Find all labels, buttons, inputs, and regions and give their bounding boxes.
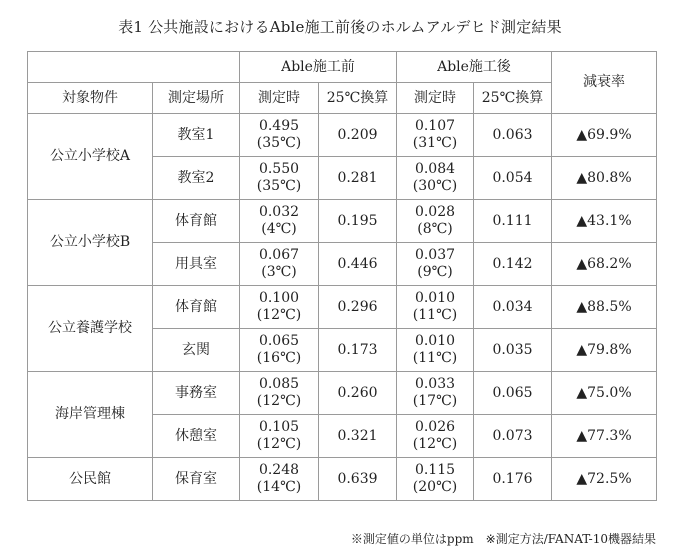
before-temperature: (14℃) xyxy=(256,479,302,495)
table-row xyxy=(28,114,657,157)
after-converted-cell: 0.054 xyxy=(474,157,552,200)
before-temperature: (3℃) xyxy=(261,264,297,280)
after-value: 0.037 xyxy=(414,247,456,263)
after-converted-cell: 0.142 xyxy=(474,243,552,286)
header-blank-cell xyxy=(28,52,240,83)
table-row xyxy=(28,372,657,415)
after-measured-cell xyxy=(397,372,474,415)
before-value: 0.100 xyxy=(258,290,300,306)
before-converted-cell: 0.260 xyxy=(319,372,397,415)
reduction-cell: ▲79.8% xyxy=(552,329,657,372)
before-temperature: (12℃) xyxy=(256,307,302,323)
after-measured-cell xyxy=(397,286,474,329)
after-converted-cell: 0.035 xyxy=(474,329,552,372)
before-converted-cell: 0.173 xyxy=(319,329,397,372)
before-measured-cell xyxy=(240,114,319,157)
header-row-1 xyxy=(28,52,657,83)
after-converted-cell: 0.063 xyxy=(474,114,552,157)
after-measured-cell xyxy=(397,329,474,372)
after-value: 0.026 xyxy=(414,419,456,435)
before-converted-cell: 0.209 xyxy=(319,114,397,157)
table-row xyxy=(28,458,657,501)
after-temperature: (11℃) xyxy=(412,350,458,366)
facility-name: 公立小学校B xyxy=(28,200,153,286)
location-cell: 玄関 xyxy=(153,329,240,372)
before-measured-cell xyxy=(240,286,319,329)
header-before: Able施工前 xyxy=(240,52,397,83)
before-value: 0.248 xyxy=(258,462,300,478)
before-temperature: (12℃) xyxy=(256,436,302,452)
location-cell: 体育館 xyxy=(153,286,240,329)
before-measured-cell xyxy=(240,243,319,286)
reduction-cell: ▲43.1% xyxy=(552,200,657,243)
after-temperature: (12℃) xyxy=(412,436,458,452)
after-temperature: (11℃) xyxy=(412,307,458,323)
after-converted-cell: 0.034 xyxy=(474,286,552,329)
reduction-cell: ▲69.9% xyxy=(552,114,657,157)
after-measured-cell xyxy=(397,200,474,243)
table-row xyxy=(28,200,657,243)
location-cell: 用具室 xyxy=(153,243,240,286)
after-measured-cell xyxy=(397,243,474,286)
after-temperature: (31℃) xyxy=(412,135,458,151)
after-temperature: (30℃) xyxy=(412,178,458,194)
before-measured-cell xyxy=(240,458,319,501)
after-value: 0.107 xyxy=(414,118,456,134)
after-value: 0.115 xyxy=(414,462,456,478)
before-temperature: (12℃) xyxy=(256,393,302,409)
before-value: 0.495 xyxy=(258,118,300,134)
location-cell: 教室2 xyxy=(153,157,240,200)
header-before-converted: 25℃換算 xyxy=(319,83,397,114)
before-measured-cell xyxy=(240,372,319,415)
facility-name: 公立小学校A xyxy=(28,114,153,200)
after-measured-cell xyxy=(397,458,474,501)
after-converted-cell: 0.111 xyxy=(474,200,552,243)
location-cell: 事務室 xyxy=(153,372,240,415)
before-value: 0.550 xyxy=(258,161,300,177)
facility-name: 海岸管理棟 xyxy=(28,372,153,458)
table-row xyxy=(28,286,657,329)
after-temperature: (8℃) xyxy=(417,221,453,237)
header-after: Able施工後 xyxy=(397,52,552,83)
after-temperature: (17℃) xyxy=(412,393,458,409)
location-cell: 教室1 xyxy=(153,114,240,157)
footnote xyxy=(351,530,656,547)
before-temperature: (35℃) xyxy=(256,178,302,194)
after-measured-cell xyxy=(397,157,474,200)
after-converted-cell: 0.073 xyxy=(474,415,552,458)
footnote-method: ※測定方法/FANAT-10機器結果 xyxy=(485,532,656,546)
after-temperature: (9℃) xyxy=(417,264,453,280)
reduction-cell: ▲77.3% xyxy=(552,415,657,458)
after-converted-cell: 0.065 xyxy=(474,372,552,415)
before-value: 0.067 xyxy=(258,247,300,263)
table-title: 表1 公共施設におけるAble施工前後のホルムアルデヒド測定結果 xyxy=(118,18,562,36)
header-object: 対象物件 xyxy=(28,83,153,114)
before-temperature: (4℃) xyxy=(261,221,297,237)
before-measured-cell xyxy=(240,329,319,372)
after-value: 0.084 xyxy=(414,161,456,177)
after-measured-cell xyxy=(397,114,474,157)
facility-name: 公民館 xyxy=(28,458,153,501)
after-value: 0.010 xyxy=(414,290,456,306)
before-measured-cell xyxy=(240,200,319,243)
measurement-table xyxy=(27,51,657,501)
after-converted-cell: 0.176 xyxy=(474,458,552,501)
header-after-converted: 25℃換算 xyxy=(474,83,552,114)
before-measured-cell xyxy=(240,415,319,458)
after-value: 0.028 xyxy=(414,204,456,220)
reduction-cell: ▲80.8% xyxy=(552,157,657,200)
after-value: 0.010 xyxy=(414,333,456,349)
header-location: 測定場所 xyxy=(153,83,240,114)
reduction-cell: ▲72.5% xyxy=(552,458,657,501)
before-converted-cell: 0.296 xyxy=(319,286,397,329)
facility-name: 公立養護学校 xyxy=(28,286,153,372)
before-converted-cell: 0.446 xyxy=(319,243,397,286)
before-temperature: (35℃) xyxy=(256,135,302,151)
before-converted-cell: 0.281 xyxy=(319,157,397,200)
before-converted-cell: 0.639 xyxy=(319,458,397,501)
location-cell: 休憩室 xyxy=(153,415,240,458)
header-reduction: 減衰率 xyxy=(552,52,657,114)
before-value: 0.032 xyxy=(258,204,300,220)
reduction-cell: ▲68.2% xyxy=(552,243,657,286)
before-value: 0.065 xyxy=(258,333,300,349)
before-converted-cell: 0.321 xyxy=(319,415,397,458)
header-before-measured: 測定時 xyxy=(240,83,319,114)
after-value: 0.033 xyxy=(414,376,456,392)
before-temperature: (16℃) xyxy=(256,350,302,366)
footnote-unit: ※測定値の単位はppm xyxy=(350,532,474,546)
after-temperature: (20℃) xyxy=(412,479,458,495)
before-value: 0.105 xyxy=(258,419,300,435)
before-converted-cell: 0.195 xyxy=(319,200,397,243)
reduction-cell: ▲88.5% xyxy=(552,286,657,329)
before-value: 0.085 xyxy=(258,376,300,392)
after-measured-cell xyxy=(397,415,474,458)
reduction-cell: ▲75.0% xyxy=(552,372,657,415)
before-measured-cell xyxy=(240,157,319,200)
location-cell: 保育室 xyxy=(153,458,240,501)
header-after-measured: 測定時 xyxy=(397,83,474,114)
location-cell: 体育館 xyxy=(153,200,240,243)
